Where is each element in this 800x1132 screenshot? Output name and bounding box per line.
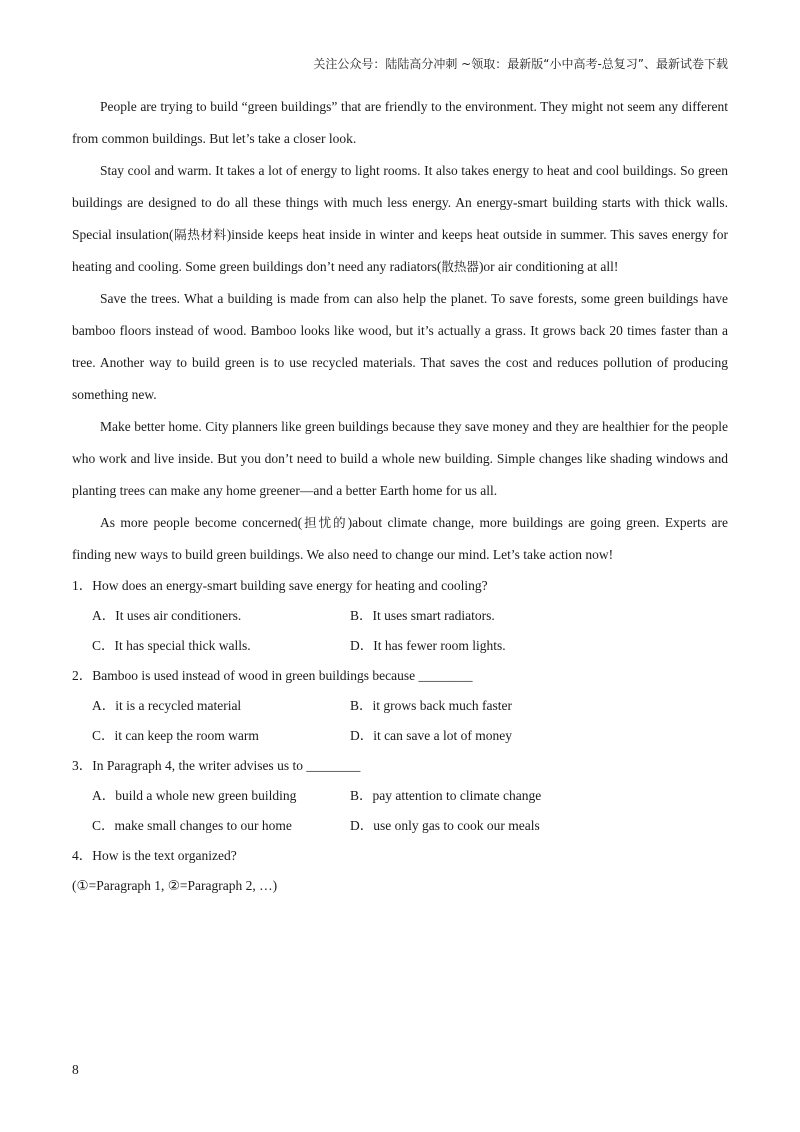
paragraph-text: As more people become concerned(	[100, 515, 303, 530]
page-header: 关注公众号：陆陆高分冲刺 ~领取：最新版“小中高考-总复习”、最新试卷下载	[313, 57, 728, 71]
answer-option: A．build a whole new green building	[92, 788, 297, 803]
question	[72, 661, 728, 751]
answer-option: B．pay attention to climate change	[350, 788, 542, 803]
answer-options	[72, 781, 728, 841]
question-stem: 4．How is the text organized?	[72, 848, 237, 863]
answer-option: B．it grows back much faster	[350, 698, 512, 713]
chinese-gloss: 散热器	[441, 259, 479, 274]
paragraph-text: )about climate change, more buildings are going green. Experts are finding new ways to build green buildings. We also need to change our mind. Let’s take action now!	[72, 515, 728, 562]
passage-paragraph	[72, 91, 728, 155]
question-stem: 2．Bamboo is used instead of wood in green buildings because ________	[72, 668, 473, 683]
answer-option: C．It has special thick walls.	[92, 638, 251, 653]
passage	[72, 91, 728, 571]
paragraph-text: People are trying to build “green buildings” that are friendly to the environment. They might not seem any different from common buildings. But let’s take a closer look.	[72, 99, 728, 146]
passage-paragraph	[72, 411, 728, 507]
paragraph-text: Make better home. City planners like green buildings because they save money and they are healthier for the people who work and live inside. But you don’t need to build a whole new building. Simple changes like shading windows and planting trees can make any home greener—and a better Earth home for us all.	[72, 419, 728, 498]
question	[72, 571, 728, 661]
answer-option: B．It uses smart radiators.	[350, 608, 495, 623]
paragraph-text: Stay cool and warm. It takes a lot of energy to light rooms. It also takes energy to heat and cool buildings. So green buildings are designed to do all these things with much less energy. An energy-smart building starts with thick walls. Special insulation(	[72, 163, 728, 242]
answer-options	[72, 691, 728, 751]
question-stem: 3．In Paragraph 4, the writer advises us to ________	[72, 758, 361, 773]
paragraph-text: )or air conditioning at all!	[478, 259, 619, 274]
answer-option: A．It uses air conditioners.	[92, 608, 242, 623]
passage-paragraph	[72, 155, 728, 283]
chinese-gloss: 担忧的	[302, 515, 348, 530]
answer-option: A．it is a recycled material	[92, 698, 242, 713]
answer-option: C．make small changes to our home	[92, 818, 292, 833]
organization-note: (①=Paragraph 1, ②=Paragraph 2, …)	[72, 878, 278, 893]
passage-paragraph	[72, 507, 728, 571]
answer-option: D．It has fewer room lights.	[350, 638, 506, 653]
question-list	[72, 571, 728, 871]
answer-options	[72, 601, 728, 661]
paragraph-text: Save the trees. What a building is made from can also help the planet. To save forests, some green buildings have bamboo floors instead of wood. Bamboo looks like wood, but it’s actually a grass. It grows back 20 times faster than a tree. Another way to build green is to use recycled materials. That saves the cost and reduces pollution of producing something new.	[72, 291, 728, 402]
document-body	[72, 91, 728, 901]
page-number: 8	[72, 1062, 79, 1077]
answer-option: D．use only gas to cook our meals	[350, 818, 540, 833]
question-stem: 1．How does an energy-smart building save energy for heating and cooling?	[72, 578, 488, 593]
question	[72, 751, 728, 841]
answer-option: D．it can save a lot of money	[350, 728, 512, 743]
chinese-gloss: 隔热材料	[173, 227, 227, 242]
paragraph-text: )inside keeps heat inside in winter and keeps heat outside in summer. This saves energy for heating and cooling. Some green buildings don’t need any radiators(	[72, 227, 728, 274]
passage-paragraph	[72, 283, 728, 411]
answer-option: C．it can keep the room warm	[92, 728, 259, 743]
question	[72, 841, 728, 871]
